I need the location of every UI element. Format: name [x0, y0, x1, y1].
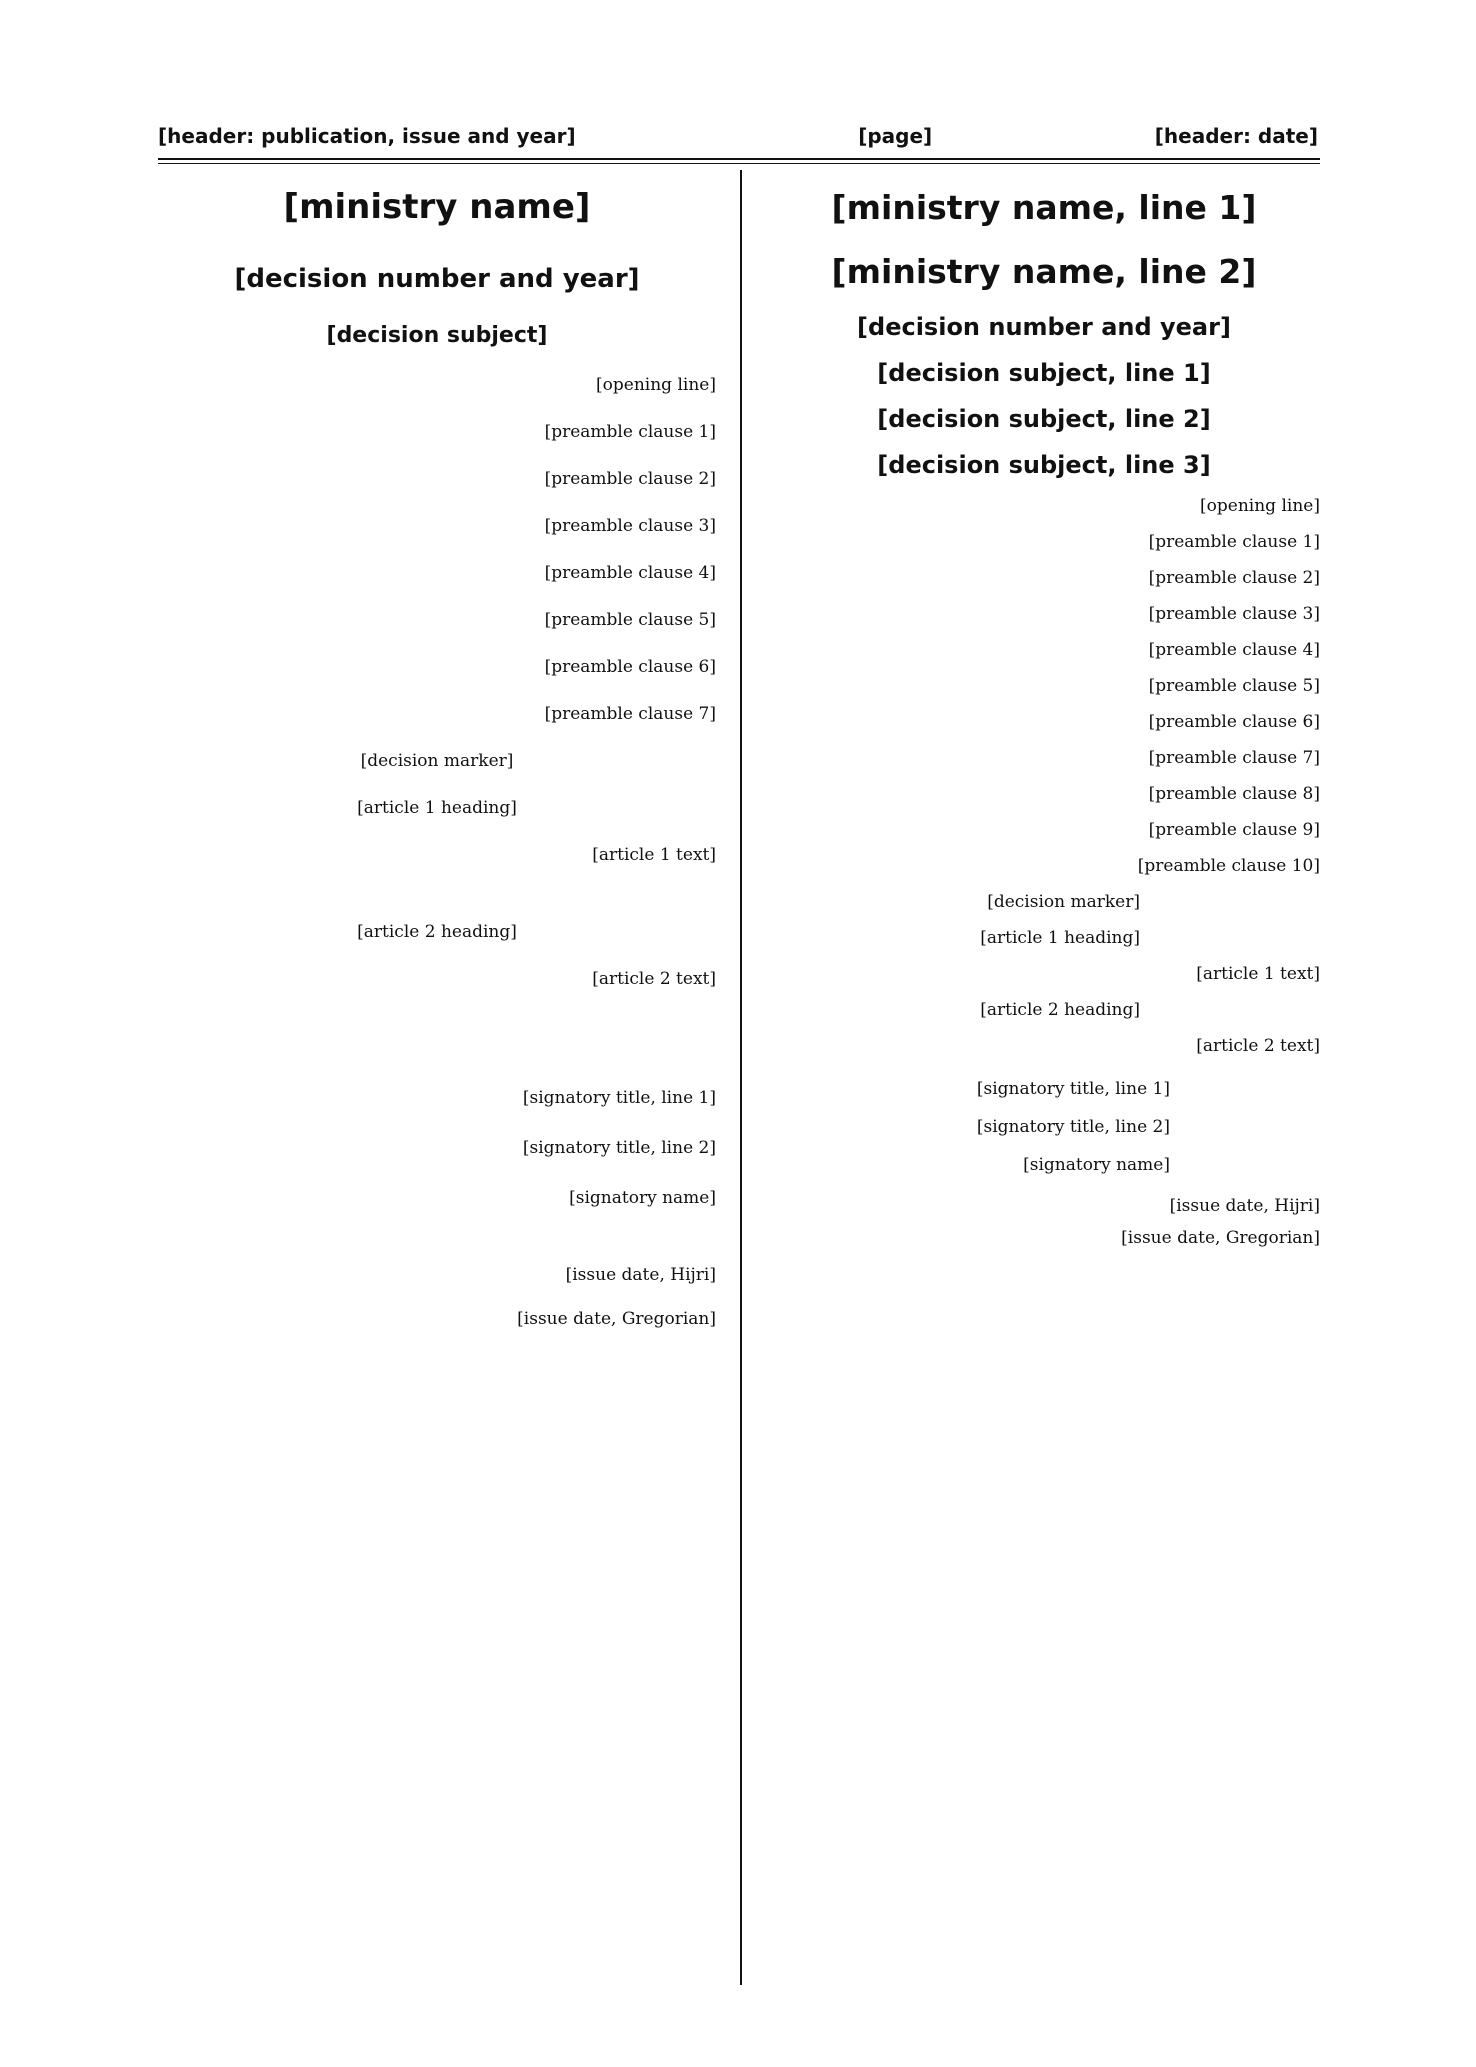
article-heading: [article 2 heading] [980, 1000, 1140, 1020]
ministry-title-line2: [ministry name, line 2] [831, 252, 1257, 291]
ministry-title: [ministry name] [283, 187, 591, 227]
signatory-title: [signatory title, line 1] [522, 1088, 716, 1108]
signatory-name: [signatory name] [569, 1188, 716, 1208]
header-rule [158, 158, 1320, 160]
preamble-line: [preamble clause 5] [544, 610, 716, 630]
signatory-name: [signatory name] [1023, 1155, 1170, 1175]
header-left-date: [header: date] [1154, 124, 1318, 148]
preamble-line: [preamble clause 3] [544, 516, 716, 536]
preamble-line: [preamble clause 2] [1148, 568, 1320, 588]
header-issue-info: [header: publication, issue and year] [158, 124, 576, 148]
preamble-line: [preamble clause 6] [544, 657, 716, 677]
issue-date: [issue date, Hijri] [1169, 1196, 1320, 1216]
decision-subject: [decision subject] [326, 323, 548, 348]
article-text: [article 1 text] [1196, 964, 1320, 984]
column-divider [740, 170, 742, 1985]
issue-date: [issue date, Hijri] [565, 1265, 716, 1285]
preamble-line: [opening line] [1200, 496, 1320, 516]
article-text: [article 2 text] [592, 969, 716, 989]
decision-subject-line3: [decision subject, line 3] [877, 451, 1211, 479]
decision-number: [decision number and year] [857, 313, 1231, 341]
right-column [768, 176, 1320, 1254]
article-text: [article 1 text] [592, 845, 716, 865]
decision-number: [decision number and year] [234, 264, 640, 294]
decision-subject-line2: [decision subject, line 2] [877, 405, 1211, 433]
preamble-line: [preamble clause 4] [544, 563, 716, 583]
preamble-line: [preamble clause 1] [544, 422, 716, 442]
preamble [768, 488, 1320, 1064]
preamble-line: [preamble clause 3] [1148, 604, 1320, 624]
signatory-title: [signatory title, line 2] [976, 1117, 1170, 1137]
decided-heading: [decision marker] [360, 751, 514, 771]
article-text: [article 2 text] [1196, 1036, 1320, 1056]
header-rule-thin [158, 163, 1320, 164]
signatory-title: [signatory title, line 2] [522, 1138, 716, 1158]
preamble-line: [preamble clause 5] [1148, 676, 1320, 696]
issue-date-gregorian: [issue date, Gregorian] [517, 1309, 716, 1329]
ministry-title-line1: [ministry name, line 1] [831, 188, 1257, 227]
preamble-line: [preamble clause 9] [1148, 820, 1320, 840]
article-heading: [article 2 heading] [357, 922, 517, 942]
article-heading: [article 1 heading] [357, 798, 517, 818]
left-column [158, 176, 716, 1341]
preamble [158, 362, 716, 1003]
preamble-line: [preamble clause 2] [544, 469, 716, 489]
preamble-line: [preamble clause 10] [1137, 856, 1320, 876]
preamble-line: [preamble clause 7] [1148, 748, 1320, 768]
preamble-line: [preamble clause 6] [1148, 712, 1320, 732]
page-header [158, 118, 1318, 154]
signatory-title: [signatory title, line 1] [976, 1079, 1170, 1099]
preamble-line: [preamble clause 8] [1148, 784, 1320, 804]
preamble-line: [preamble clause 4] [1148, 640, 1320, 660]
issue-date-gregorian: [issue date, Gregorian] [1121, 1228, 1320, 1248]
preamble-line: [opening line] [596, 375, 716, 395]
decision-subject-line1: [decision subject, line 1] [877, 359, 1211, 387]
preamble-line: [preamble clause 7] [544, 704, 716, 724]
article-heading: [article 1 heading] [980, 928, 1140, 948]
decided-heading: [decision marker] [987, 892, 1140, 912]
preamble-line: [preamble clause 1] [1148, 532, 1320, 552]
page-number: [page] [858, 124, 933, 148]
